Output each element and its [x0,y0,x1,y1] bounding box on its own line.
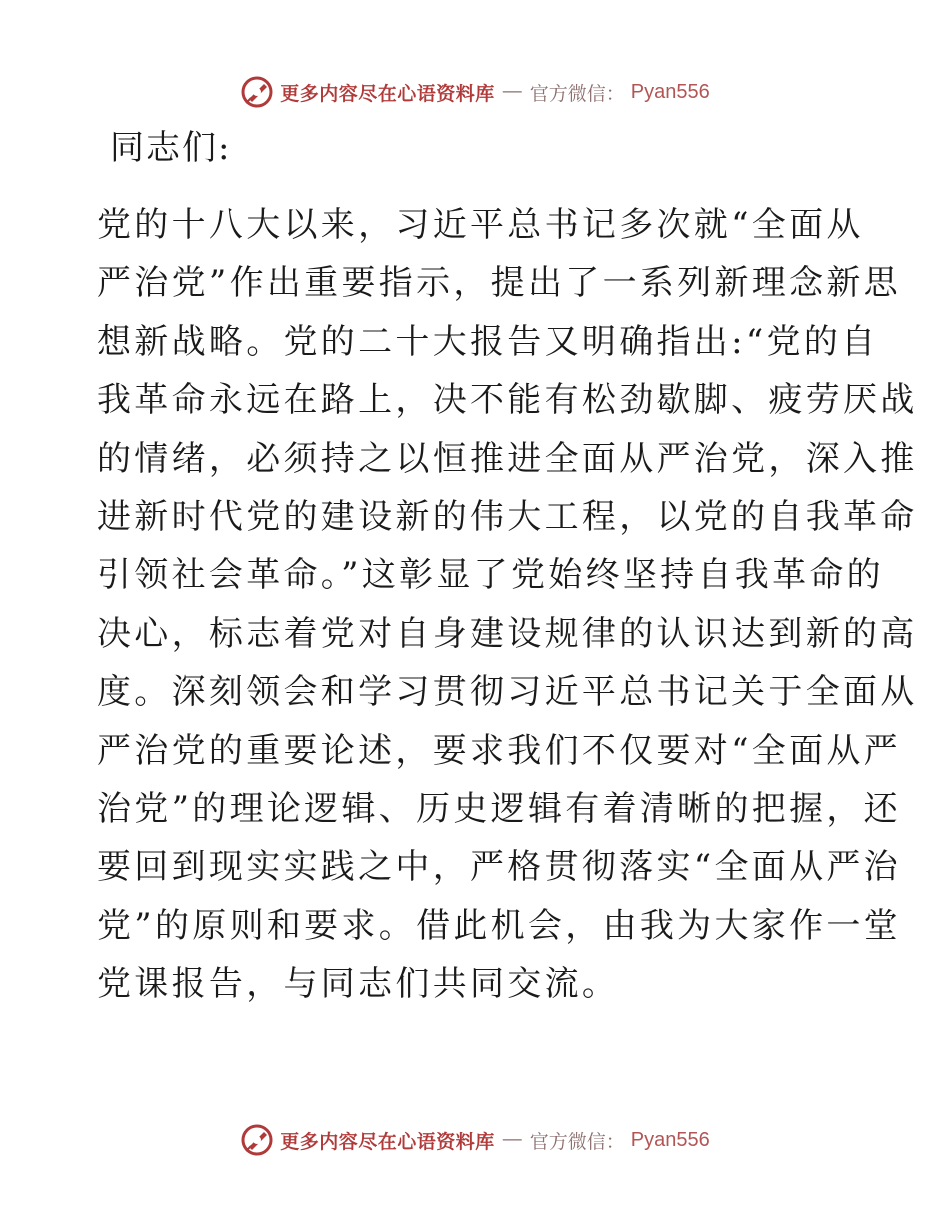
body-line: 想新战略。党的二十大报告又明确指出:“党的自 [97,321,879,362]
body-line: 决心，标志着党对自身建设规律的认识达到新的高 [97,613,918,654]
body-line: 度。深刻领会和学习贯彻习近平总书记关于全面从 [97,672,918,713]
watermark-dash: — [502,1129,522,1150]
body-line: 严治党”作出重要指示，提出了一系列新理念新思 [97,263,901,304]
body-line: 的情绪，必须持之以恒推进全面从严治党，深入推 [97,438,918,479]
body-line: 党的十八大以来，习近平总书记多次就“全面从 [97,205,864,245]
header-watermark [0,72,950,112]
body-line: 引领社会革命。”这彰显了党始终坚持自我革命的 [97,555,884,596]
body-line: 要回到现实实践之中，严格贯彻落实“全面从严治 [97,847,901,888]
footer-watermark [0,1120,950,1160]
watermark-wechat-id: Pyan556 [630,80,710,103]
watermark-title: 更多内容尽在心语资料库 [280,82,495,105]
body-line: 进新时代党的建设新的伟大工程，以党的自我革命 [97,496,918,537]
body-paragraph [97,196,918,1013]
body-line: 我革命永远在路上，决不能有松劲歇脚、疲劳厌战 [97,380,918,421]
body-line: 党”的原则和要求。借此机会，由我为大家作一堂 [97,905,901,946]
watermark-wechat-id: Pyan556 [630,1128,710,1151]
watermark-title: 更多内容尽在心语资料库 [280,1130,495,1153]
quill-seal-icon [240,1123,274,1157]
body-line: 治党”的理论逻辑、历史逻辑有着清晰的把握，还 [97,788,901,829]
watermark-dash: — [502,81,522,102]
watermark-wechat-label: 官方微信： [529,82,625,105]
quill-seal-icon [240,75,274,109]
greeting: 同志们: [110,128,232,168]
body-line: 党课报告，与同志们共同交流。 [97,964,620,1005]
body-line: 严治党的重要论述，要求我们不仅要对“全面从严 [97,730,901,771]
watermark-wechat-label: 官方微信： [529,1130,625,1153]
